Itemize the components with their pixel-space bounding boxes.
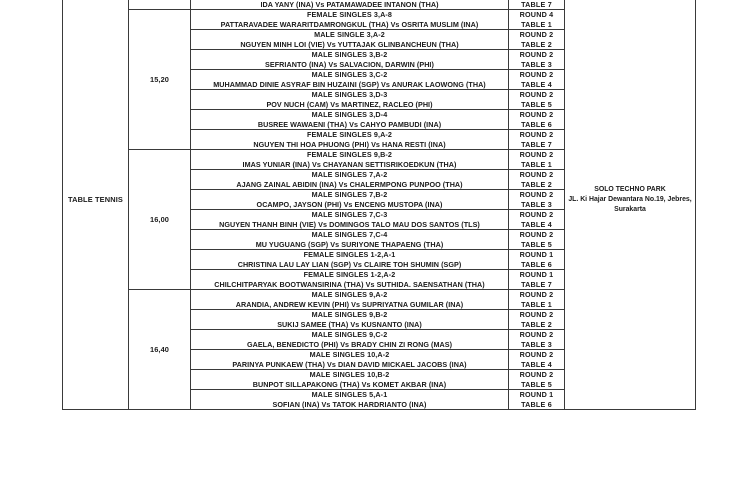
table-number-label: TABLE 3 [521,199,552,209]
round-label: ROUND 2 [519,70,554,79]
round-table-cell [509,30,565,50]
round-table-cell [509,110,565,130]
match-cell [191,270,509,290]
match-event-label: MALE SINGLES 9,B-2 [311,310,388,319]
round-table-cell [509,150,565,170]
time-cell: 15,20 [129,10,191,150]
table-number-label: TABLE 5 [521,99,552,109]
round-label: ROUND 2 [519,170,554,179]
match-players-label: BUNPOT SILLAPAKONG (THA) Vs KOMET AKBAR (INA) [252,379,447,389]
table-number-label: TABLE 1 [521,299,552,309]
match-players-label: MU YUGUANG (SGP) Vs SURIYONE THAPAENG (THA) [255,239,444,249]
round-table-cell [509,0,565,10]
round-table-cell [509,170,565,190]
round-label: ROUND 2 [519,190,554,199]
round-label: ROUND 2 [519,30,554,39]
round-table-cell [509,70,565,90]
round-table-cell [509,290,565,310]
time-cell: 16,40 [129,290,191,410]
round-table-cell [509,310,565,330]
match-players-label: MUHAMMAD DINIE ASYRAF BIN HUZAINI (SGP) Vs ANURAK LAOWONG (THA) [213,79,486,89]
round-label: ROUND 2 [519,350,554,359]
match-cell [191,0,509,10]
round-table-cell [509,50,565,70]
match-cell [191,190,509,210]
match-players-label: OCAMPO, JAYSON (PHI) Vs ENCENG MUSTOPA (INA) [256,199,443,209]
match-event-label: MALE SINGLES 10,B-2 [309,370,390,379]
match-cell [191,50,509,70]
match-event-label: MALE SINGLE 3,A-2 [314,30,385,39]
match-players-label: PARINYA PUNKAEW (THA) Vs DIAN DAVID MICKAEL JACOBS (INA) [232,359,467,369]
table-number-label: TABLE 2 [521,39,552,49]
round-label: ROUND 2 [519,150,554,159]
venue-address-line-1: JL. Ki Hajar Dewantara No.19, Jebres, [568,195,692,203]
match-event-label: FEMALE SINGLES 9,B-2 [306,150,393,159]
table-number-label: TABLE 3 [521,59,552,69]
match-event-label: FEMALE SINGLES 1-2,A-1 [303,250,396,259]
venue-address-line-2: Surakarta [614,205,646,213]
match-event-label: MALE SINGLES 3,B-2 [311,50,388,59]
round-table-cell [509,390,565,410]
match-players-label: POV NUCH (CAM) Vs MARTINEZ, RACLEO (PHI) [266,99,433,109]
match-event-label: MALE SINGLES 10,A-2 [309,350,390,359]
match-players-label: CHILCHITPARYAK BOOTWANSIRINA (THA) Vs SUTHIDA. SAENSATHAN (THA) [214,279,485,289]
match-event-label: MALE SINGLES 3,C-2 [311,70,388,79]
match-cell [191,390,509,410]
round-table-cell [509,90,565,110]
match-event-label: FEMALE SINGLES 3,A-8 [306,10,393,19]
match-event-label: FEMALE SINGLES 9,A-2 [306,130,393,139]
match-cell [191,90,509,110]
round-label: ROUND 2 [519,110,554,119]
match-players-label: CHRISTINA LAU LAY LIAN (SGP) Vs CLAIRE TOH SHUMIN (SGP) [237,259,462,269]
match-event-label: FEMALE SINGLES 1-2,A-2 [303,270,396,279]
round-label: ROUND 4 [519,10,554,19]
round-label: ROUND 2 [519,230,554,239]
match-cell [191,330,509,350]
round-label: ROUND 1 [519,390,554,399]
round-table-cell [509,130,565,150]
table-number-label: TABLE 6 [521,399,552,409]
table-number-label: TABLE 7 [521,279,552,289]
match-cell [191,370,509,390]
round-label: ROUND 2 [519,50,554,59]
match-event-label: MALE SINGLES 3,D-3 [311,90,388,99]
round-table-cell [509,370,565,390]
round-table-cell [509,250,565,270]
match-players-label: IDA YANY (INA) Vs PATAMAWADEE INTANON (THA) [260,0,439,9]
round-label: ROUND 1 [519,270,554,279]
match-players-label: AJANG ZAINAL ABIDIN (INA) Vs CHALERMPONG PUNPOO (THA) [236,179,463,189]
time-cell [129,0,191,10]
match-cell [191,10,509,30]
match-event-label: MALE SINGLES 9,A-2 [311,290,388,299]
match-players-label: BUSREE WAWAENI (THA) Vs CAHYO PAMBUDI (INA) [257,119,442,129]
sport-name-cell: TABLE TENNIS [63,0,129,410]
match-players-label: IMAS YUNIAR (INA) Vs CHAYANAN SETTISRIKOEDKUN (THA) [242,159,457,169]
round-label: ROUND 1 [519,250,554,259]
competition-schedule-table [62,0,696,410]
round-label: ROUND 2 [519,290,554,299]
match-event-label: MALE SINGLES 7,C-3 [311,210,388,219]
round-label: ROUND 2 [519,130,554,139]
match-cell [191,130,509,150]
table-number-label: TABLE 1 [521,19,552,29]
round-table-cell [509,190,565,210]
match-event-label: MALE SINGLES 5,A-1 [311,390,388,399]
venue-name: SOLO TECHNO PARK [594,185,666,193]
time-cell: 16,00 [129,150,191,290]
round-label: ROUND 2 [519,370,554,379]
match-players-label: NGUYEN MINH LOI (VIE) Vs YUTTAJAK GLINBANCHEUN (THA) [240,39,459,49]
match-event-label: MALE SINGLES 9,C-2 [311,330,388,339]
table-number-label: TABLE 4 [521,359,552,369]
match-players-label: NGUYEN THANH BINH (VIE) Vs DOMINGOS TALO MAU DOS SANTOS (TLS) [219,219,480,229]
table-number-label: TABLE 4 [521,219,552,229]
round-table-cell [509,210,565,230]
match-event-label: MALE SINGLES 7,B-2 [311,190,388,199]
round-table-cell [509,350,565,370]
round-label: ROUND 2 [519,310,554,319]
match-cell [191,250,509,270]
round-table-cell [509,270,565,290]
match-players-label: SEFRIANTO (INA) Vs SALVACION, DARWIN (PHI) [265,59,434,69]
round-label: ROUND 2 [519,210,554,219]
match-event-label: MALE SINGLES 7,A-2 [311,170,388,179]
match-cell [191,310,509,330]
table-number-label: TABLE 6 [521,119,552,129]
match-players-label: SOFIAN (INA) Vs TATOK HARDRIANTO (INA) [272,399,427,409]
table-number-label: TABLE 3 [521,339,552,349]
venue-cell [565,0,696,410]
match-players-label: ARANDIA, ANDREW KEVIN (PHI) Vs SUPRIYATNA GUMILAR (INA) [235,299,464,309]
table-number-label: TABLE 5 [521,239,552,249]
table-number-label: TABLE 2 [521,319,552,329]
match-players-label: SUKIJ SAMEE (THA) Vs KUSNANTO (INA) [277,319,422,329]
match-event-label: MALE SINGLES 3,D-4 [311,110,388,119]
match-players-label: GAELA, BENEDICTO (PHI) Vs BRADY CHIN ZI RONG (MAS) [246,339,453,349]
match-event-label: MALE SINGLES 7,C-4 [311,230,388,239]
match-cell [191,350,509,370]
match-cell [191,230,509,250]
match-cell [191,150,509,170]
match-cell [191,290,509,310]
match-cell [191,210,509,230]
match-cell [191,170,509,190]
match-players-label: NGUYEN THI HOA PHUONG (PHI) Vs HANA RESTI (INA) [253,139,446,149]
match-cell [191,110,509,130]
table-number-label: TABLE 7 [521,0,552,9]
round-label: ROUND 2 [519,330,554,339]
match-cell [191,30,509,50]
table-number-label: TABLE 4 [521,79,552,89]
match-cell [191,70,509,90]
table-row [63,0,696,10]
round-table-cell [509,330,565,350]
table-number-label: TABLE 2 [521,179,552,189]
table-number-label: TABLE 5 [521,379,552,389]
round-table-cell [509,10,565,30]
round-table-cell [509,230,565,250]
round-label: ROUND 2 [519,90,554,99]
table-number-label: TABLE 7 [521,139,552,149]
match-players-label: PATTARAVADEE WARARITDAMRONGKUL (THA) Vs OSRITA MUSLIM (INA) [220,19,479,29]
table-number-label: TABLE 1 [521,159,552,169]
table-number-label: TABLE 6 [521,259,552,269]
